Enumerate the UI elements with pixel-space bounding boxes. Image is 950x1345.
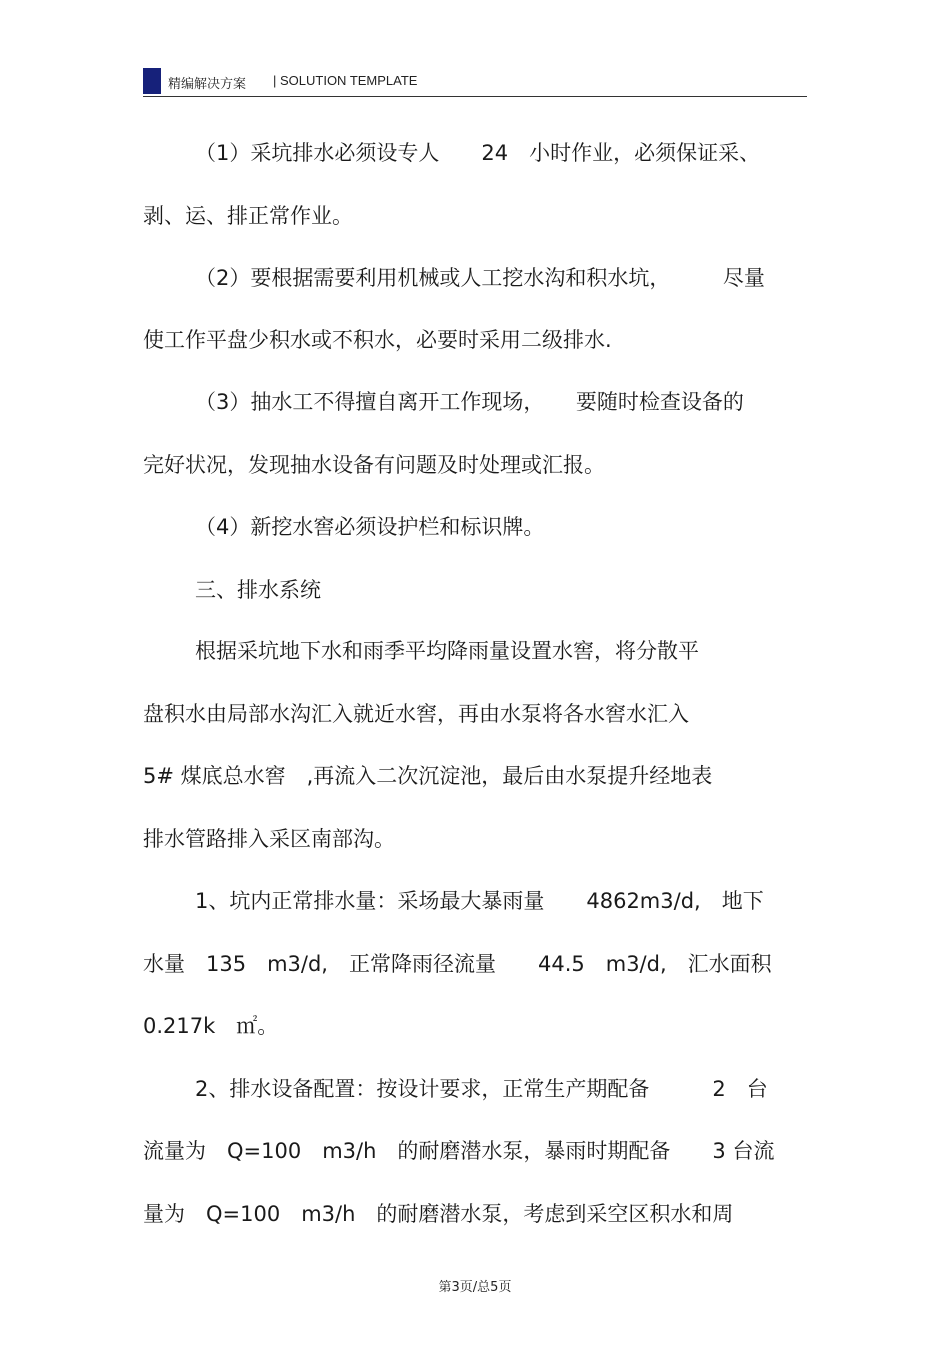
text-line: 排水管路排入采区南部沟。 [143, 827, 395, 851]
text-line: 水量 135 m3/d, 正常降雨径流量 44.5 m3/d, 汇水面积 [143, 952, 772, 976]
text-line: （4）新挖水窖必须设护栏和标识牌。 [195, 515, 545, 539]
page-header [143, 66, 807, 97]
text-line: 完好状况，发现抽水设备有问题及时处理或汇报。 [143, 453, 605, 477]
logo-icon [143, 68, 161, 94]
text-line: 盘积水由局部水沟汇入就近水窖，再由水泵将各水窖水汇入 [143, 702, 689, 726]
text-line: 剥、运、排正常作业。 [143, 204, 353, 228]
section-heading: 三、排水系统 [195, 578, 321, 602]
text-line: （1）采坑排水必须设专人 24 小时作业，必须保证采、 [195, 141, 761, 165]
text-line: 流量为 Q=100 m3/h 的耐磨潜水泵，暴雨时期配备 3 台流 [143, 1139, 775, 1163]
text-line: 2、排水设备配置：按设计要求，正常生产期配备 2 台 [195, 1077, 768, 1101]
text-line: 5# 煤底总水窖 ,再流入二次沉淀池，最后由水泵提升经地表 [143, 764, 713, 788]
header-brand: 精编解决方案 [168, 77, 247, 92]
text-line: 1、坑内正常排水量：采场最大暴雨量 4862m3/d, 地下 [195, 889, 764, 913]
text-line: 量为 Q=100 m3/h 的耐磨潜水泵，考虑到采空区积水和周 [143, 1202, 734, 1226]
text-line: 0.217k ㎡。 [143, 1014, 279, 1038]
page-footer: 第3页/总5页 [438, 1280, 512, 1295]
text-line: （3）抽水工不得擅自离开工作现场， 要随时检查设备的 [195, 390, 744, 414]
text-line: 使工作平盘少积水或不积水，必要时采用二级排水. [143, 328, 612, 352]
header-tagline: | SOLUTION TEMPLATE [273, 73, 418, 88]
text-line: （2）要根据需要利用机械或人工挖水沟和积水坑， 尽量 [195, 266, 765, 290]
text-line: 根据采坑地下水和雨季平均降雨量设置水窖，将分散平 [195, 639, 699, 663]
